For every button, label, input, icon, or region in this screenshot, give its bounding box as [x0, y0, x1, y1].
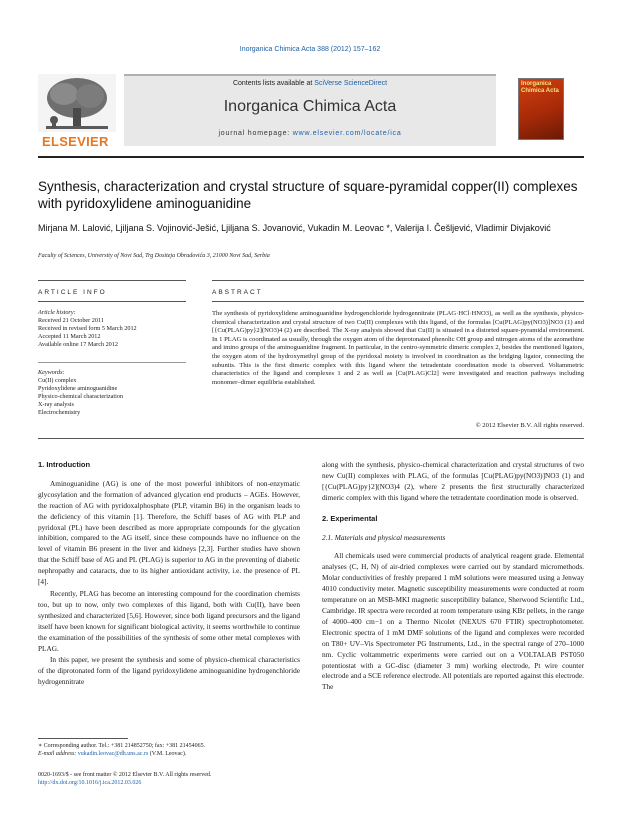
right-column [322, 460, 584, 694]
doi-link[interactable]: http://dx.doi.org/10.1016/j.ica.2012.03.026 [38, 780, 142, 786]
abstract-rule-top [212, 280, 584, 281]
homepage-prefix: journal homepage: [218, 130, 293, 137]
history-label: Article history: [38, 309, 76, 316]
keywords [38, 369, 186, 417]
email-line [38, 750, 300, 758]
author-list: Mirjana M. Lalović, Ljiljana S. Vojinović-Ješić, Ljiljana S. Jovanović, Vukadin M. Leovac *, Valerija I. Češljević, Vladimir Divjaković [38, 223, 551, 233]
copyright: © 2012 Elsevier B.V. All rights reserved. [475, 422, 584, 429]
history-item: Available online 17 March 2012 [38, 341, 118, 348]
journal-name: Inorganica Chimica Acta [223, 98, 397, 115]
keyword-item: Electrochemistry [38, 409, 81, 416]
header-rule [38, 156, 584, 158]
info-rule-top [38, 280, 186, 281]
keyword-item: Pyridoxylidene aminoguanidine [38, 385, 118, 392]
article-title: Synthesis, characterization and crystal structure of square-pyramidal copper(II) complexes with pyridoxylidene aminoguanidine [38, 179, 578, 211]
publisher-name: ELSEVIER [42, 134, 109, 149]
abstract-rule-mid [212, 301, 584, 302]
journal-header [38, 74, 584, 154]
keyword-item: Cu(II) complex [38, 377, 77, 384]
keyword-item: Physico-chemical characterization [38, 393, 124, 400]
journal-homepage [124, 130, 496, 137]
contents-prefix: Contents lists available at [232, 80, 315, 87]
sciencedirect-link[interactable]: SciVerse ScienceDirect [314, 80, 388, 87]
paragraph: All chemicals used were commercial products of analytical reagent grade. Elemental analyses (C, H, N) of air-dried complexes were carried out by standard micromethods. Molar conductivities of freshly prepared 1 mM solutions were measured using a Jenway 4010 conductivity meter. Magnetic susceptibility measurements were conducted at room temperature on an MSB-MKI magnetic susceptibility balance, Sherwood Scientific Ltd., Cambridge. IR spectra were recorded at room temperature using KBr pellets, in the range of 4000–400 cm−1 on a Thermo Nicolet (NEXUS 670 FTIR) spectrophotometer. Electronic spectra of 1 mM DMF solutions of the ligand and complexes were recorded on T80+ UV–Vis Spectrometer PG Instruments, Ltd., in the spectral range of 270–1000 nm. Cyclic voltammetric experiments were carried out on a VOLTALAB PST050 potentiostat with a GC-disc (diameter 3 mm) working electrode, Pt wire counter electrode and a SCE reference electrode. All potentials are reported against this electrode. The [322, 551, 584, 692]
article-identifiers [38, 771, 300, 787]
issn-line: 0020-1693/$ - see front matter © 2012 Elsevier B.V. All rights reserved. [38, 772, 212, 778]
history-item: Accepted 11 March 2012 [38, 333, 101, 340]
introduction-heading: 1. Introduction [38, 460, 91, 469]
history-item: Received 21 October 2011 [38, 317, 104, 324]
materials-subheading: 2.1. Materials and physical measurements [322, 532, 446, 542]
keywords-label: Keywords: [38, 369, 65, 376]
email-label: E-mail address: [38, 751, 78, 757]
paragraph: Aminoguanidine (AG) is one of the most powerful inhibitors of non-enzymatic glycosylation and the formation of advanced glycation end products – AGEs. However, the reaction of AG with pyridoxalphosphate (PLP, vitamin B6) in the organism leads to the deficiency of this vitamin [1]. Therefore, the Schiff bases of AG with PLP and pyridoxal (PL) have been described as more appropriate compounds for the glycation inhibition, compared to the AG itself, since these compounds have no influence on the level of vitamin B6 present in the liver and kidneys [2,3]. Further studies have shown that the Schiff base of AG and PL (PLAG) is superior to AG in the preventing of diabetic nephropathy and cataracts, due to its higher antioxidant activity, i.e. the presence of PL [4]. [38, 478, 300, 587]
keyword-item: X-ray analysis [38, 401, 74, 408]
email-suffix: (V.M. Leovac). [148, 751, 187, 757]
abstract-heading: ABSTRACT [212, 289, 263, 296]
contents-line [124, 80, 496, 87]
corresponding-author: ∗ Corresponding author. Tel.: +381 214852750; fax: +381 21454065. [38, 743, 206, 749]
homepage-link[interactable]: www.elsevier.com/locate/ica [292, 130, 402, 137]
paragraph: In this paper, we present the synthesis and some of physico-chemical characteristics of the diprotonated form of the ligand pyridoxylidene aminoguanidine hydrogenchloride hydrogennitrate [38, 655, 300, 687]
abstract-text: The synthesis of pyridoxylidene aminoguanidine hydrogenchloride hydrogennitrate (PLAG·HCl·HNO3), as well as the synthesis, physico-chemical characterization and crystal structure of two Cu(II) complexes with this ligand, of the formulas [Cu(PLAG)py(NO3)]NO3 (1) and [{Cu(PLAG)py}2](NO3)4 (2) are described. The X-ray analysis showed that Cu(II) is situated in a distorted square-pyramidal environment. In 1 PLAG is coordinated as usually, through the oxygen atom of the deprotonated phenolic OH group and nitrogen atoms of the azomethine and imino groups of the aminoguanidine fragment. In particular, in the centro-symmetric dimeric complex 2, besides the mentioned ligators, the oxygen atom of the hydroxymethyl group of the pyridoxal moiety is involved in coordination as the bridging ligator, connecting the subunits. This is the first dimeric complex with this ligand where the tetradentate coordination mode is observed. Voltammetric characteristics of the ligand and complexes 1 and 2 as well as [Cu(PLAG)Cl2] were investigated and reaction pathways including monomer–dimer equilibria established. [212, 310, 584, 386]
article-history [38, 309, 186, 349]
paragraph: Recently, PLAG has become an interesting compound for the coordination chemists too, but up to now, only two complexes of this ligand, both with Cu(II), have been synthesized and characterized [5,6]. However, since both ligand precursors and the ligand itself have been known for significant biological activity, it seems worthwhile to continue the examination of the possibilities of the synthesis of some other metal complexes with PLAG. [38, 588, 300, 653]
footnote-rule [38, 738, 128, 739]
left-column [38, 460, 300, 689]
affiliation: Faculty of Sciences, University of Novi Sad, Trg Dositeja Obradovića 3, 21000 Novi Sad, Serbia [38, 253, 270, 259]
article-info-heading: ARTICLE INFO [38, 289, 107, 296]
paragraph: along with the synthesis, physico-chemical characterization and crystal structures of two new Cu(II) complexes with PLAG, of the formulas [Cu(PLAG)py(NO3)]NO3 (1) and [{Cu(PLAG)py}2](NO3)4 (2), where 2 presents the first structurally characterized dimeric complex with this ligand where the tetradentate coordination mode is observed. [322, 460, 584, 502]
journal-cover-image [518, 78, 564, 140]
cover-title: Inorganica Chimica Acta [521, 81, 559, 94]
corresponding-author-footnote [38, 742, 300, 758]
info-rule-mid [38, 301, 186, 302]
history-item: Received in revised form 5 March 2012 [38, 325, 137, 332]
journal-banner [124, 74, 496, 146]
experimental-heading: 2. Experimental [322, 513, 378, 523]
info-divider [38, 362, 186, 363]
abstract-rule-bottom [38, 438, 584, 439]
journal-citation: Inorganica Chimica Acta 388 (2012) 157–162 [239, 46, 381, 53]
email-link[interactable]: vukadin.leovac@dh.uns.ac.rs [77, 751, 149, 757]
